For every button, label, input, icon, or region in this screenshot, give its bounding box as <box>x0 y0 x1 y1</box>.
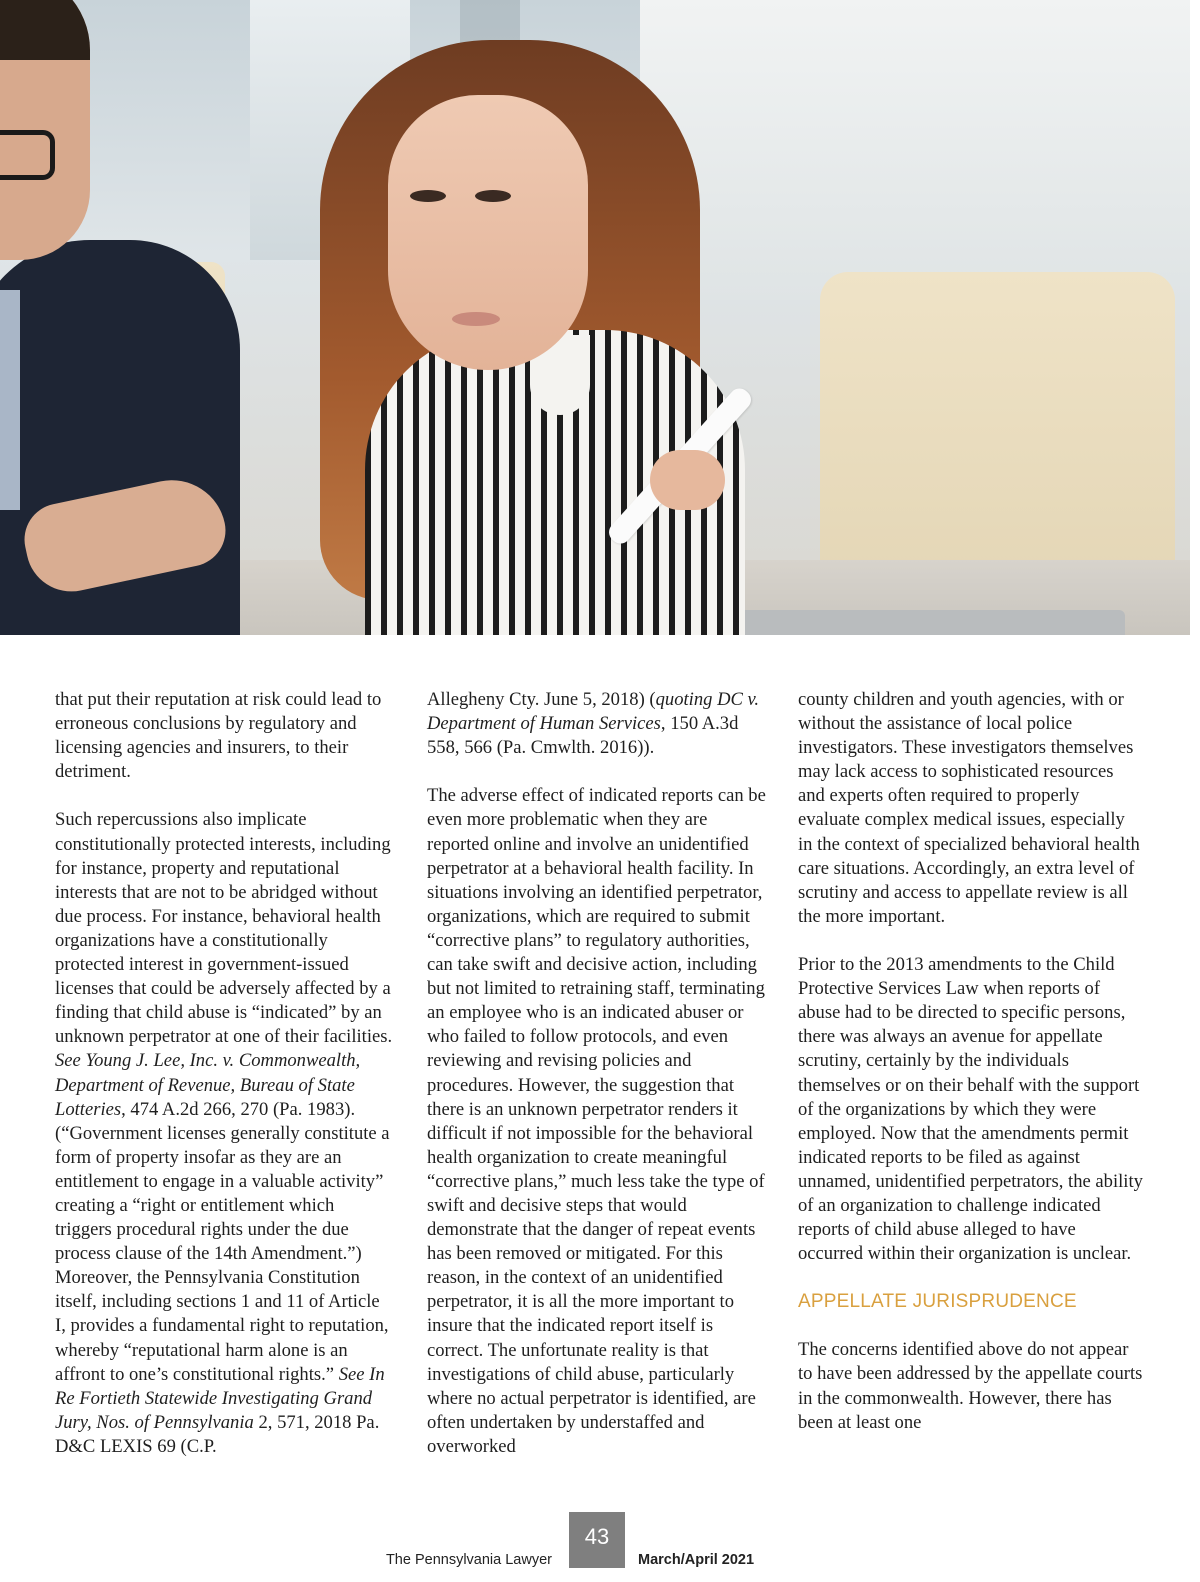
paragraph <box>427 688 767 760</box>
woman-hand <box>650 450 725 510</box>
issue-date: March/April 2021 <box>638 1552 755 1568</box>
paragraph: that put their reputation at risk could lead to erroneous conclusions by regulatory and licensing agencies and insurers, to their detriment. <box>55 689 382 783</box>
paragraph: The adverse effect of indicated reports can be even more problematic when they are reported online and involve an unidentified perpetrator at a behavioral health facility. In situations involving an identified perpetrator, organizations, which are required to submit “corrective plans” to regulatory authorities, can take swift and decisive action, including but not limited to retraining staff, terminating an employee who is an indicated abuser or who failed to follow protocols, and even reviewing and revising policies and procedures. However, the suggestion that there is an unknown perpetrator renders it difficult if not impossible for the behavioral health organization to create meaningful “corrective plans,” much less take the type of swift and decisive steps that would demonstrate that the danger of repeat events has been removed or mitigated. For this reason, in the context of an unidentified perpetrator, it is all the more important to insure that the indicated report itself is correct. The unfortunate reality is that investigations of child abuse, particularly where no actual perpetrator is identified, are often undertaken by understaffed and overworked <box>427 785 766 1457</box>
paragraph-text: , 474 A.2d 266, 270 (Pa. 1983). (“Government licenses generally constitute a form of property insofar as they are an entitlement to engage in a valuable activity” creating a “right or entitlement which triggers procedural rights under the due process clause of the 14th Amendment.”) Moreover, the Pennsylvania Constitution itself, including sections 1 and 11 of Article I, provides a fundamental right to reputation, whereby “reputational harm alone is an affront to one’s constitutional rights.” <box>55 1098 390 1385</box>
hero-photo <box>0 0 1190 635</box>
glasses <box>0 130 55 180</box>
text-column-3 <box>798 688 1143 1435</box>
paragraph: Prior to the 2013 amendments to the Child Protective Services Law when reports of abuse had to be directed to specific persons, there was always an avenue for appellate scrutiny, certainly by the individuals themselves or on their behalf with the support of the organizations by which they were employed. Now that the amendments permit indicated reports to be filed as against unnamed, unidentified perpetrators, the ability of an organization to challenge indicated reports of child abuse alleged to have occurred within their organization is unclear. <box>798 954 1143 1265</box>
woman-face <box>388 95 588 370</box>
paragraph: The concerns identified above do not appear to have been addressed by the appellate courts in the commonwealth. However, there has been at least one <box>798 1339 1143 1433</box>
paragraph <box>55 808 395 1459</box>
paragraph-text: Such repercussions also implicate constitutionally protected interests, including for instance, property and reputational interests that are not to be abridged without due process. For instance, behavioral health organizations have a constitutionally protected interest in government-issued licenses that could be adversely affected by a finding that child abuse is “indicated” by an unknown perpetrator at one of their facilities. <box>55 809 393 1048</box>
publication-name: The Pennsylvania Lawyer <box>385 1552 552 1568</box>
paragraph-text: , 150 A.3d 558, 566 (Pa. Cmwlth. 2016)). <box>427 713 739 759</box>
text-column-2 <box>427 688 767 1459</box>
lips <box>452 312 500 326</box>
man-hair <box>0 0 90 60</box>
eye-right <box>475 190 511 202</box>
text-column-1 <box>55 688 395 1459</box>
paragraph: county children and youth agencies, with or without the assistance of local police investigators. These investigators themselves may lack access to sophisticated resources and experts often required to properly evaluate complex medical issues, especially in the context of specialized behavioral health care situations. Accordingly, an extra level of scrutiny and access to appellate review is all the more important. <box>798 689 1140 927</box>
eye-left <box>410 190 446 202</box>
window-background-right <box>640 0 1190 300</box>
case-citation: See In Re Fortieth Statewide Investigating Grand Jury, Nos. of Pennsylvania <box>55 1363 385 1433</box>
man-shirt <box>0 290 20 510</box>
laptop <box>730 610 1125 635</box>
case-citation: quoting DC v. Department of Human Services <box>427 689 760 735</box>
paragraph-text: Allegheny Cty. June 5, 2018) ( <box>427 689 656 710</box>
paragraph-text: 2, 571, 2018 Pa. D&C LEXIS 69 (C.P. <box>55 1411 380 1457</box>
page-number: 43 <box>569 1512 625 1568</box>
case-citation: See Young J. Lee, Inc. v. Commonwealth, Department of Revenue, Bureau of State Lotteries <box>55 1050 361 1120</box>
section-heading: APPELLATE JURISPRUDENCE <box>798 1291 1077 1313</box>
